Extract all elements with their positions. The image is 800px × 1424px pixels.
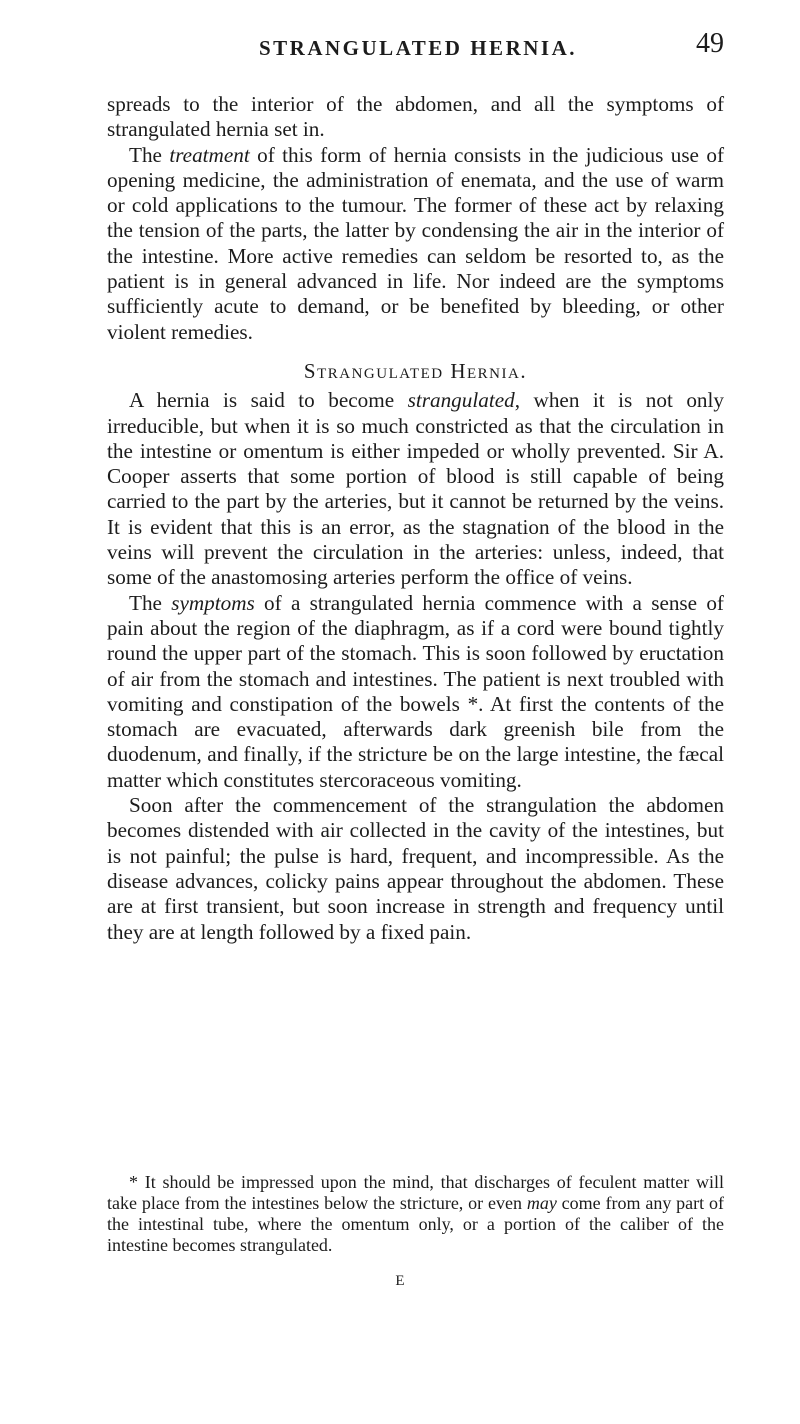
paragraph-text: The (129, 590, 172, 615)
emphasis-strangulated: strangulated (407, 388, 515, 413)
emphasis-symptoms: symptoms (171, 590, 255, 615)
signature-mark: E (395, 1273, 405, 1289)
emphasis-may: may (526, 1193, 557, 1213)
running-title: STRANGULATED HERNIA. (259, 36, 577, 60)
paragraph-continuation: spreads to the interior of the abdomen, and all the symptoms of strangulated hernia set in. (107, 92, 724, 142)
paragraph-text: of a strangulated hernia commence with a sense of pain about the region of the diaphragm, as if a cord were bound tightly round the upper part of the stomach. This is soon followed by eructation of air from the stomach and intestines. The patient is next troubled with vomiting and constipation of the bowels *. At first the contents of the stomach are evacuated, afterwards dark greenish bile from the duodenum, and finally, if the stricture be on the large intestine, the fæcal matter which constitutes stercoraceous vomiting. (107, 590, 724, 792)
running-head (112, 22, 724, 62)
page-number: 49 (696, 28, 724, 59)
footnote (107, 1172, 724, 1256)
paragraph-definition (107, 388, 724, 590)
footnote-text: come from any part of the intestinal tube, where the omentum only, or a portion of the caliber of the intestine becomes strangulated. (107, 1193, 724, 1255)
paragraph-text: , when it is not only irreducible, but when it is so much constricted as that the circulation in the intestine or omentum is either impeded or wholly prevented. Sir A. Cooper asserts that some portion of blood is still capable of being carried to the part by the arteries, but it cannot be returned by the veins. It is evident that this is an error, as the stagnation of the blood in the veins will prevent the circulation in the arteries: unless, indeed, that some of the anastomosing arteries perform the office of veins. (107, 388, 724, 590)
paragraph-text: The (129, 142, 170, 167)
body-text (107, 92, 724, 945)
paragraph-progression: Soon after the commencement of the strangulation the abdomen becomes distended with air collected in the cavity of the intestines, but is not painful; the pulse is hard, frequent, and incompressible. As the disease advances, colicky pains appear throughout the abdomen. These are at first transient, but soon increase in strength and frequency until they are at length followed by a fixed pain. (107, 793, 724, 944)
paragraph-text: of this form of hernia consists in the judicious use of opening medicine, the administration of enemata, and the use of warm or cold applications to the tumour. The former of these act by relaxing the tension of the parts, the latter by condensing the air in the interior of the intestine. More active remedies can seldom be resorted to, as the patient is in general advanced in life. Nor indeed are the symptoms sufficiently acute to demand, or be benefited by bleeding, or other violent remedies. (107, 142, 724, 344)
section-heading: Strangulated Hernia. (303, 358, 528, 383)
paragraph-treatment (107, 143, 724, 345)
paragraph-symptoms (107, 591, 724, 793)
paragraph-text: A hernia is said to become (129, 388, 408, 413)
emphasis-treatment: treatment (169, 142, 250, 167)
footnote-text: * It should be impressed upon the mind, that discharges of feculent matter will take place from the intestines below the stricture, or even (107, 1172, 724, 1213)
